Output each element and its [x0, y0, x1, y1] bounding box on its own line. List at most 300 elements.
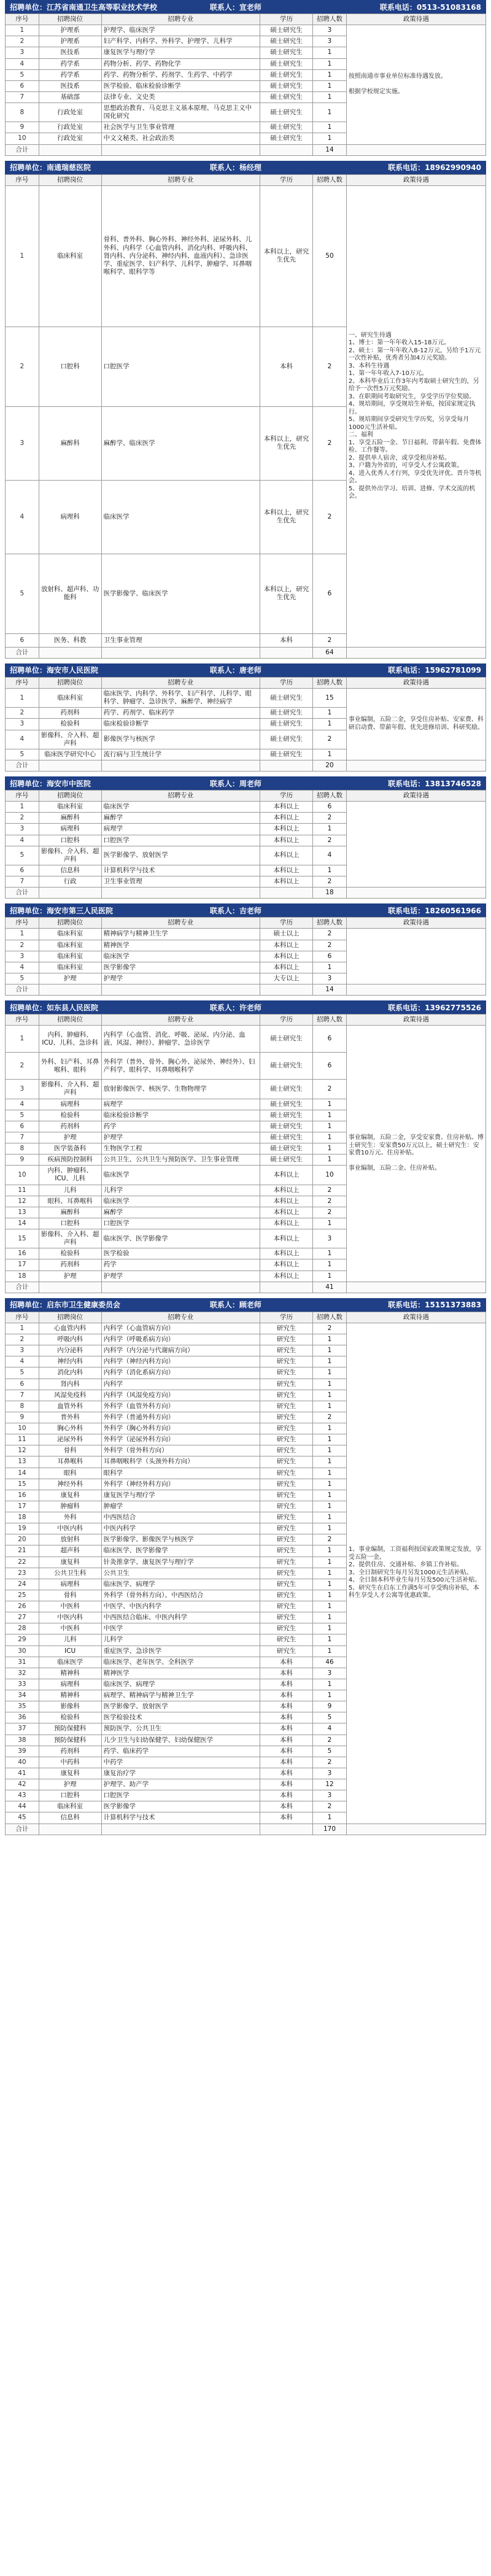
- education-cell: 硕士研究生: [260, 36, 312, 47]
- count-cell: 1: [313, 1590, 347, 1601]
- education-cell: 研究生: [260, 1623, 312, 1634]
- education-cell: 本科: [260, 1668, 312, 1679]
- major-cell: 公共卫生、公共卫生与预防医学、卫生事业管理: [101, 1155, 260, 1166]
- total-row: [6, 1282, 486, 1293]
- major-cell: 影像医学与核医学: [101, 730, 260, 749]
- row-number: 6: [6, 865, 39, 876]
- education-cell: 硕士研究生: [260, 1110, 312, 1121]
- major-cell: 医学影像学、放射医学: [101, 1701, 260, 1712]
- count-cell: 3: [313, 973, 347, 984]
- contact-person: 联系人：杨经理: [209, 163, 261, 172]
- count-cell: 2: [313, 835, 347, 846]
- row-number: 4: [6, 1356, 39, 1367]
- empty-cell: [101, 1824, 260, 1835]
- unit-name: 招聘单位：海安市中医院: [10, 779, 91, 788]
- empty-cell: [346, 888, 485, 899]
- table-header-row: [6, 918, 486, 929]
- post-cell: 护理系: [39, 25, 101, 36]
- major-cell: 肿瘤学: [101, 1501, 260, 1512]
- major-cell: 妇产科学、内科学、外科学、护理学、儿科学: [101, 36, 260, 47]
- major-cell: 外科学（血管外科方向）: [101, 1401, 260, 1412]
- column-header: 招聘人数: [313, 1312, 347, 1323]
- education-cell: 本科: [260, 1679, 312, 1690]
- count-cell: 1: [313, 58, 347, 69]
- education-cell: 硕士研究生: [260, 58, 312, 69]
- row-number: 24: [6, 1579, 39, 1590]
- column-header: 招聘人数: [313, 174, 347, 185]
- education-cell: 本科以上，研究生优先: [260, 406, 312, 480]
- column-header: 招聘人数: [313, 1015, 347, 1026]
- major-cell: 口腔医学: [101, 1218, 260, 1229]
- total-label: 合计: [6, 760, 39, 771]
- row-number: 21: [6, 1545, 39, 1557]
- education-cell: 硕士研究生: [260, 25, 312, 36]
- count-cell: 1: [313, 1121, 347, 1132]
- major-cell: 中药学: [101, 1757, 260, 1768]
- education-cell: 研究生: [260, 1523, 312, 1534]
- table-row: [6, 1026, 486, 1053]
- education-cell: 本科以上，研究生优先: [260, 185, 312, 327]
- education-cell: 研究生: [260, 1646, 312, 1657]
- count-cell: 2: [313, 1412, 347, 1423]
- post-cell: 影像科、介入科、超声科: [39, 1080, 101, 1099]
- education-cell: 研究生: [260, 1323, 312, 1334]
- major-cell: 临床医学、病理学: [101, 1679, 260, 1690]
- empty-cell: [260, 760, 312, 771]
- post-cell: 药剂科: [39, 1746, 101, 1757]
- recruit-section: [5, 776, 486, 903]
- count-cell: 9: [313, 1701, 347, 1712]
- column-header: 序号: [6, 1015, 39, 1026]
- count-cell: 1: [313, 1490, 347, 1501]
- education-cell: 研究生: [260, 1479, 312, 1490]
- row-number: 8: [6, 1401, 39, 1412]
- post-cell: 神经外科: [39, 1479, 101, 1490]
- row-number: 32: [6, 1668, 39, 1679]
- education-cell: 本科以上: [260, 1229, 312, 1248]
- count-cell: 1: [313, 1445, 347, 1456]
- major-cell: 放射影像医学、核医学、生物物理学: [101, 1080, 260, 1099]
- education-cell: 本科: [260, 1779, 312, 1790]
- row-number: 3: [6, 47, 39, 58]
- post-cell: 口腔科: [39, 835, 101, 846]
- recruit-table: [5, 790, 486, 899]
- education-cell: 硕士研究生: [260, 133, 312, 144]
- count-cell: 1: [313, 1259, 347, 1271]
- post-cell: 临床科室: [39, 802, 101, 813]
- row-number: 22: [6, 1557, 39, 1568]
- education-cell: 硕士研究生: [260, 1080, 312, 1099]
- count-cell: 1: [313, 1568, 347, 1579]
- post-cell: 信息科: [39, 1812, 101, 1824]
- section-header: [5, 776, 486, 790]
- education-cell: 硕士研究生: [260, 708, 312, 719]
- major-cell: 卫生事业管理: [101, 633, 260, 647]
- education-cell: 本科: [260, 1768, 312, 1779]
- row-number: 4: [6, 58, 39, 69]
- table-header-row: [6, 1312, 486, 1323]
- education-cell: 本科: [260, 1712, 312, 1723]
- major-cell: 医学检验: [101, 1248, 260, 1259]
- empty-cell: [101, 1282, 260, 1293]
- count-cell: 2: [313, 876, 347, 888]
- major-cell: 儿少卫生与妇幼保健学、妇幼保健医学: [101, 1735, 260, 1746]
- empty-cell: [101, 144, 260, 155]
- post-cell: 信息科: [39, 865, 101, 876]
- column-header: 学历: [260, 1312, 312, 1323]
- row-number: 2: [6, 36, 39, 47]
- major-cell: 社会医学与卫生事业管理: [101, 122, 260, 133]
- column-header: 招聘专业: [101, 174, 260, 185]
- row-number: 33: [6, 1679, 39, 1690]
- education-cell: 研究生: [260, 1557, 312, 1568]
- row-number: 37: [6, 1723, 39, 1735]
- section-spacer: [5, 772, 486, 776]
- major-cell: 法律专业、文史类: [101, 91, 260, 102]
- major-cell: 临床医学、病理学: [101, 1579, 260, 1590]
- column-header: 学历: [260, 677, 312, 688]
- column-header: 招聘岗位: [39, 677, 101, 688]
- education-cell: 研究生: [260, 1401, 312, 1412]
- column-header: 招聘人数: [313, 918, 347, 929]
- post-cell: 检验科: [39, 1712, 101, 1723]
- column-header: 学历: [260, 918, 312, 929]
- count-cell: 2: [313, 327, 347, 406]
- recruit-section: [5, 1298, 486, 1840]
- major-cell: 临床医学、老年医学、全科医学: [101, 1657, 260, 1668]
- count-cell: 2: [313, 730, 347, 749]
- education-cell: 硕士研究生: [260, 69, 312, 80]
- major-cell: 精神医学: [101, 1668, 260, 1679]
- major-cell: 中文文秘类、社会政治类: [101, 133, 260, 144]
- contact-phone: 联系电话：13962775526: [388, 1003, 481, 1012]
- section-header: [5, 161, 486, 174]
- major-cell: 麻醉学、临床医学: [101, 406, 260, 480]
- education-cell: 研究生: [260, 1579, 312, 1590]
- row-number: 25: [6, 1590, 39, 1601]
- education-cell: 研究生: [260, 1423, 312, 1434]
- post-cell: 临床科室: [39, 929, 101, 940]
- total-row: [6, 888, 486, 899]
- education-cell: 硕士研究生: [260, 80, 312, 91]
- major-cell: 临床检验诊断学: [101, 719, 260, 730]
- post-cell: 预防保健科: [39, 1723, 101, 1735]
- empty-cell: [260, 144, 312, 155]
- count-cell: 1: [313, 1248, 347, 1259]
- education-cell: 研究生: [260, 1334, 312, 1345]
- row-number: 3: [6, 406, 39, 480]
- major-cell: 临床医学、内科学、外科学、妇产科学、儿科学、眼科学、肿瘤学、急诊医学、麻醉学、神经病学: [101, 689, 260, 708]
- education-cell: 研究生: [260, 1468, 312, 1479]
- table-row: [6, 185, 486, 327]
- post-cell: 检验科: [39, 1248, 101, 1259]
- major-cell: 预防医学、公共卫生: [101, 1723, 260, 1735]
- count-cell: 1: [313, 1345, 347, 1356]
- row-number: 26: [6, 1601, 39, 1612]
- post-cell: 中药科: [39, 1757, 101, 1768]
- column-header: 政策待遇: [346, 14, 485, 25]
- post-cell: 护理系: [39, 36, 101, 47]
- education-cell: 硕士研究生: [260, 1143, 312, 1155]
- post-cell: 护理: [39, 1779, 101, 1790]
- major-cell: 中医学: [101, 1623, 260, 1634]
- education-cell: 本科以上: [260, 1207, 312, 1218]
- education-cell: 本科以上: [260, 951, 312, 962]
- major-cell: 外科学（骨外科方向）: [101, 1445, 260, 1456]
- column-header: 招聘岗位: [39, 918, 101, 929]
- count-cell: 1: [313, 1468, 347, 1479]
- education-cell: 研究生: [260, 1345, 312, 1356]
- section-spacer: [5, 1835, 486, 1840]
- row-number: 40: [6, 1757, 39, 1768]
- post-cell: 检验科: [39, 719, 101, 730]
- table-header-row: [6, 1015, 486, 1026]
- post-cell: 中医内科: [39, 1523, 101, 1534]
- recruit-section: [5, 903, 486, 1000]
- count-cell: 1: [313, 962, 347, 973]
- total-count: 20: [313, 760, 347, 771]
- post-cell: 中医内科: [39, 1612, 101, 1623]
- empty-cell: [260, 984, 312, 996]
- row-number: 36: [6, 1712, 39, 1723]
- post-cell: 预防保健科: [39, 1735, 101, 1746]
- count-cell: 1: [313, 1132, 347, 1143]
- post-cell: 病理科: [39, 1579, 101, 1590]
- post-cell: 风湿免疫科: [39, 1390, 101, 1401]
- education-cell: 本科以上: [260, 1166, 312, 1185]
- major-cell: 外科学（胸心外科方向）: [101, 1423, 260, 1434]
- post-cell: 内分泌科: [39, 1345, 101, 1356]
- education-cell: 本科: [260, 1790, 312, 1801]
- education-cell: 本科: [260, 1757, 312, 1768]
- recruit-table: [5, 174, 486, 659]
- post-cell: 麻醉科: [39, 406, 101, 480]
- post-cell: 药学系: [39, 58, 101, 69]
- table-row: [6, 25, 486, 36]
- unit-name: 招聘单位：海安市人民医院: [10, 666, 99, 675]
- major-cell: 麻醉学: [101, 813, 260, 824]
- row-number: 15: [6, 1229, 39, 1248]
- contact-person: 联系人：宣老师: [209, 2, 261, 12]
- count-cell: 1: [313, 1634, 347, 1646]
- education-cell: 本科以上: [260, 835, 312, 846]
- post-cell: 骨科: [39, 1590, 101, 1601]
- major-cell: 临床医学: [101, 480, 260, 554]
- major-cell: 外科学（普通外科方向）: [101, 1412, 260, 1423]
- post-cell: 肾内科: [39, 1379, 101, 1390]
- education-cell: 硕士研究生: [260, 730, 312, 749]
- major-cell: 内科学（神经内科方向）: [101, 1356, 260, 1367]
- recruit-table: [5, 14, 486, 156]
- recruit-section: [5, 161, 486, 663]
- policy-cell: 事业编制，五险二金，享受安家费、住房补贴。博士研究生：安家费50万元以上，硕士研究生：安家费10万元、住房补贴。 事业编制，五险二金、住房补贴。: [346, 1026, 485, 1282]
- count-cell: 2: [313, 1735, 347, 1746]
- count-cell: 1: [313, 719, 347, 730]
- post-cell: 病理科: [39, 1099, 101, 1110]
- contact-phone: 联系电话：15151373883: [388, 1301, 481, 1310]
- count-cell: 1: [313, 1367, 347, 1379]
- row-number: 9: [6, 1155, 39, 1166]
- count-cell: 50: [313, 185, 347, 327]
- post-cell: 外科、妇产科、耳鼻喉科、眼科: [39, 1053, 101, 1080]
- count-cell: 1: [313, 1646, 347, 1657]
- major-cell: 口腔医学: [101, 1790, 260, 1801]
- post-cell: 医技系: [39, 80, 101, 91]
- education-cell: 研究生: [260, 1379, 312, 1390]
- post-cell: 临床医学: [39, 1657, 101, 1668]
- column-header: 招聘专业: [101, 791, 260, 802]
- column-header: 序号: [6, 14, 39, 25]
- education-cell: 本科: [260, 633, 312, 647]
- count-cell: 1: [313, 103, 347, 122]
- count-cell: 1: [313, 1501, 347, 1512]
- row-number: 2: [6, 940, 39, 951]
- column-header: 学历: [260, 791, 312, 802]
- empty-cell: [39, 647, 101, 658]
- recruit-table: [5, 1014, 486, 1293]
- education-cell: 本科以上: [260, 940, 312, 951]
- row-number: 15: [6, 1479, 39, 1490]
- column-header: 招聘岗位: [39, 1312, 101, 1323]
- row-number: 6: [6, 633, 39, 647]
- major-cell: 医学影像学、放射医学: [101, 846, 260, 865]
- contact-phone: 联系电话：18962990940: [388, 163, 481, 172]
- empty-cell: [346, 647, 485, 658]
- row-number: 13: [6, 1456, 39, 1468]
- education-cell: 大专以上: [260, 973, 312, 984]
- education-cell: 硕士研究生: [260, 749, 312, 760]
- education-cell: 本科以上: [260, 813, 312, 824]
- major-cell: 医学影像学: [101, 962, 260, 973]
- row-number: 3: [6, 824, 39, 835]
- unit-name: 招聘单位：江苏省南通卫生高等职业技术学校: [10, 2, 158, 12]
- row-number: 34: [6, 1690, 39, 1701]
- education-cell: 本科: [260, 1657, 312, 1668]
- count-cell: 1: [313, 1512, 347, 1523]
- total-count: 18: [313, 888, 347, 899]
- count-cell: 1: [313, 1579, 347, 1590]
- major-cell: 临床医学: [101, 951, 260, 962]
- row-number: 2: [6, 813, 39, 824]
- row-number: 8: [6, 103, 39, 122]
- recruit-section: [5, 0, 486, 161]
- post-cell: 临床科室: [39, 1801, 101, 1812]
- count-cell: 2: [313, 1207, 347, 1218]
- row-number: 5: [6, 1110, 39, 1121]
- count-cell: 1: [313, 1690, 347, 1701]
- major-cell: 中西医结合临床、中医内科学: [101, 1612, 260, 1623]
- count-cell: 1: [313, 865, 347, 876]
- major-cell: 药学、药物分析学、药剂学、生药学、中药学: [101, 69, 260, 80]
- education-cell: 硕士研究生: [260, 1026, 312, 1053]
- row-number: 5: [6, 749, 39, 760]
- row-number: 3: [6, 719, 39, 730]
- column-header: 序号: [6, 1312, 39, 1323]
- post-cell: 临床医学研究中心: [39, 749, 101, 760]
- post-cell: 临床科室: [39, 962, 101, 973]
- post-cell: ICU: [39, 1646, 101, 1657]
- education-cell: 研究生: [260, 1434, 312, 1445]
- row-number: 1: [6, 689, 39, 708]
- post-cell: 口腔科: [39, 1218, 101, 1229]
- contact-phone: 联系电话：18260561966: [388, 906, 481, 915]
- post-cell: 药剂科: [39, 1121, 101, 1132]
- empty-cell: [39, 144, 101, 155]
- post-cell: 护理: [39, 1132, 101, 1143]
- major-cell: 内科学（呼吸系病方向）: [101, 1334, 260, 1345]
- count-cell: 1: [313, 824, 347, 835]
- post-cell: 血管外科: [39, 1401, 101, 1412]
- count-cell: 1: [313, 1334, 347, 1345]
- column-header: 政策待遇: [346, 174, 485, 185]
- table-row: [6, 929, 486, 940]
- table-row: [6, 689, 486, 708]
- empty-cell: [101, 760, 260, 771]
- post-cell: 儿科: [39, 1634, 101, 1646]
- major-cell: 重症医学、急诊医学: [101, 1646, 260, 1657]
- post-cell: 精神科: [39, 1668, 101, 1679]
- major-cell: 护理学、临床医学: [101, 25, 260, 36]
- education-cell: 研究生: [260, 1612, 312, 1623]
- count-cell: 2: [313, 1323, 347, 1334]
- major-cell: 外科学（普外、骨外、胸心外、泌尿外、神经外）、妇产科学、眼科学、耳鼻咽喉科学: [101, 1053, 260, 1080]
- post-cell: 呼吸内科: [39, 1334, 101, 1345]
- contact-phone: 联系电话：15962781099: [388, 666, 481, 675]
- education-cell: 研究生: [260, 1568, 312, 1579]
- column-header: 政策待遇: [346, 791, 485, 802]
- row-number: 35: [6, 1701, 39, 1712]
- row-number: 12: [6, 1196, 39, 1207]
- contact-person: 联系人：周老师: [209, 779, 261, 788]
- row-number: 14: [6, 1218, 39, 1229]
- row-number: 6: [6, 1121, 39, 1132]
- count-cell: 4: [313, 846, 347, 865]
- count-cell: 1: [313, 1479, 347, 1490]
- row-number: 11: [6, 1434, 39, 1445]
- major-cell: 护理学: [101, 1271, 260, 1282]
- table-header-row: [6, 791, 486, 802]
- education-cell: 研究生: [260, 1412, 312, 1423]
- post-cell: 影像科: [39, 1701, 101, 1712]
- count-cell: 4: [313, 1723, 347, 1735]
- post-cell: 口腔科: [39, 1790, 101, 1801]
- total-row: [6, 1824, 486, 1835]
- post-cell: 口腔科: [39, 327, 101, 406]
- post-cell: 放射科、超声科、功能科: [39, 554, 101, 633]
- column-header: 招聘人数: [313, 791, 347, 802]
- education-cell: 硕士研究生: [260, 103, 312, 122]
- major-cell: 卫生事业管理: [101, 876, 260, 888]
- major-cell: 中医内科学: [101, 1523, 260, 1534]
- section-spacer: [5, 996, 486, 1000]
- count-cell: 1: [313, 122, 347, 133]
- count-cell: 3: [313, 1229, 347, 1248]
- table-header-row: [6, 174, 486, 185]
- row-number: 30: [6, 1646, 39, 1657]
- post-cell: 检验科: [39, 1110, 101, 1121]
- count-cell: 1: [313, 1812, 347, 1824]
- major-cell: 临床医学: [101, 1166, 260, 1185]
- row-number: 7: [6, 876, 39, 888]
- count-cell: 3: [313, 1790, 347, 1801]
- education-cell: 本科以上: [260, 1185, 312, 1196]
- education-cell: 本科以上: [260, 1218, 312, 1229]
- count-cell: 1: [313, 80, 347, 91]
- count-cell: 1: [313, 708, 347, 719]
- row-number: 1: [6, 25, 39, 36]
- major-cell: 骨科、普外科、胸心外科、神经外科、泌尿外科、儿外科、内科学（心血管内科、消化内科、呼吸内科、肾内科、内分泌科、神经内科、血液内科）、急诊医学、重症医学、妇产科学、儿科学、肿瘤学、耳鼻咽喉科学、眼科学等: [101, 185, 260, 327]
- post-cell: 病理科: [39, 824, 101, 835]
